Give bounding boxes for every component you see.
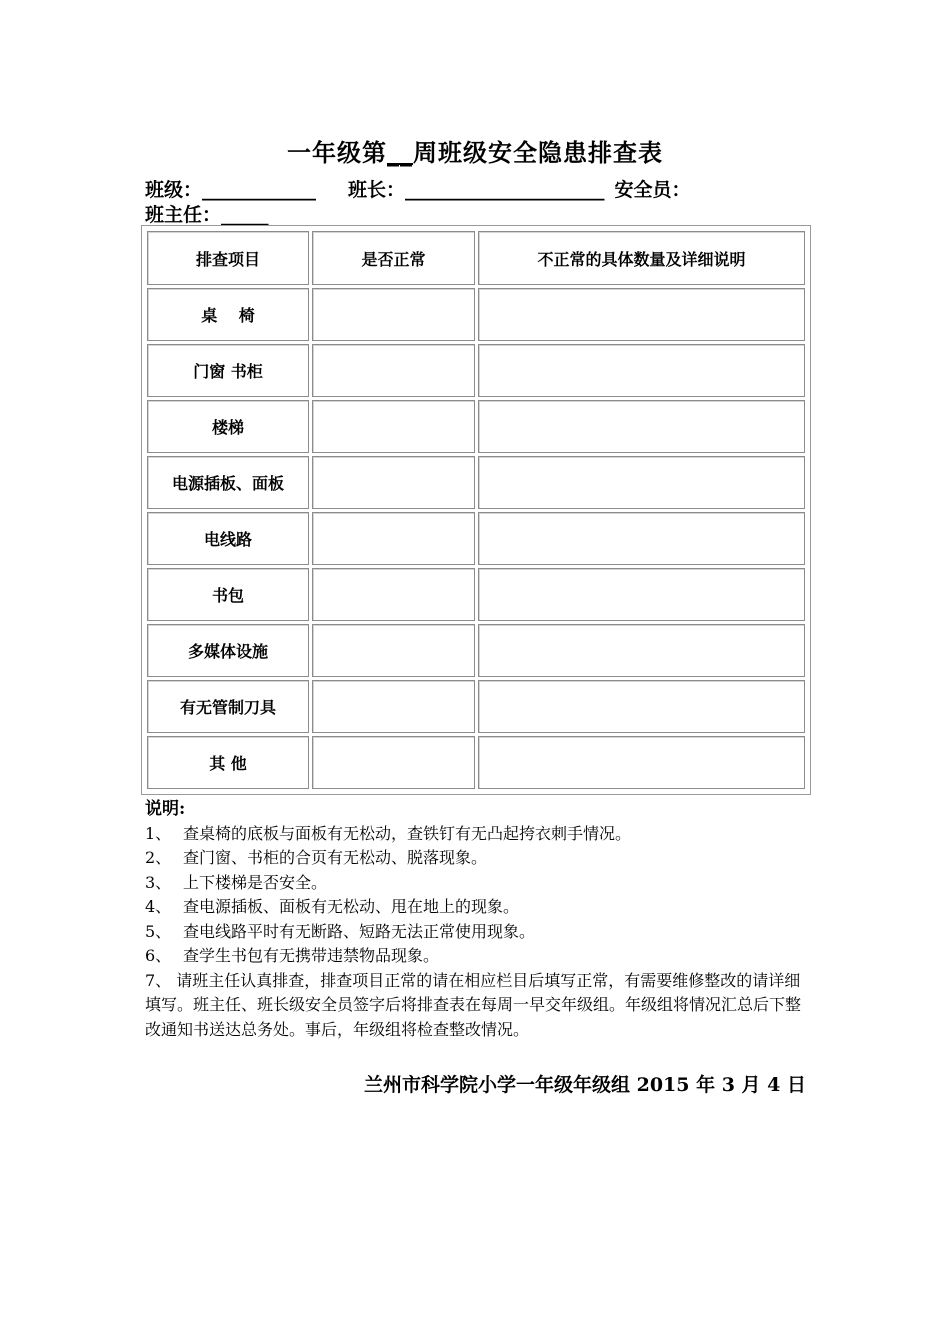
table-row — [147, 680, 805, 733]
row-normal-cell[interactable] — [312, 512, 475, 565]
page-title — [0, 133, 950, 168]
row-detail-cell[interactable] — [478, 400, 805, 453]
note-item — [145, 846, 815, 871]
row-normal-cell[interactable] — [312, 680, 475, 733]
row-normal-cell[interactable] — [312, 344, 475, 397]
note-text: 查电线路平时有无断路、短路无法正常使用现象。 — [183, 921, 536, 941]
header-detail: 不正常的具体数量及详细说明 — [478, 231, 805, 285]
table-row — [147, 568, 805, 621]
row-normal-cell[interactable] — [312, 288, 475, 341]
row-detail-cell[interactable] — [478, 680, 805, 733]
note-text: 上下楼梯是否安全。 — [183, 872, 328, 892]
safety-officer-label: 安全员： — [614, 179, 691, 201]
row-item: 桌 椅 — [147, 288, 309, 341]
row-detail-cell[interactable] — [478, 568, 805, 621]
notes-section — [145, 797, 815, 1042]
monitor-label: 班长： — [348, 179, 406, 201]
table-row — [147, 400, 805, 453]
row-detail-cell[interactable] — [478, 512, 805, 565]
row-normal-cell[interactable] — [312, 456, 475, 509]
table-header-row — [147, 231, 805, 285]
title-prefix: 一年级第 — [287, 138, 387, 167]
row-detail-cell[interactable] — [478, 344, 805, 397]
note-item-7: 7、 请班主任认真排查，排查项目正常的请在相应栏目后填写正常，有需要维修整改的请详细填写。班主任、班长级安全员签字后将排查表在每周一早交年级组。年级组将情况汇总后下整改通知书送达总务处。事后，年级组将检查整改情况。 — [145, 970, 802, 1039]
row-item: 门窗 书柜 — [147, 344, 309, 397]
note-item — [145, 895, 815, 920]
note-item — [145, 944, 815, 969]
row-detail-cell[interactable] — [478, 456, 805, 509]
note-number: 6、 — [145, 946, 172, 965]
table-row — [147, 736, 805, 789]
teacher-blank[interactable]: _____ — [221, 204, 269, 226]
title-suffix: 周班级安全隐患排查表 — [413, 138, 663, 167]
row-normal-cell[interactable] — [312, 400, 475, 453]
row-detail-cell[interactable] — [478, 288, 805, 341]
inspection-table-frame — [141, 225, 811, 795]
row-normal-cell[interactable] — [312, 736, 475, 789]
note-text: 查学生书包有无携带违禁物品现象。 — [183, 946, 440, 965]
header-item: 排查项目 — [147, 231, 309, 285]
note-number: 5、 — [145, 921, 172, 941]
info-row-2 — [145, 200, 810, 227]
row-detail-cell[interactable] — [478, 624, 805, 677]
class-blank[interactable]: ____________ — [202, 179, 317, 201]
note-item — [145, 920, 815, 945]
note-number: 1、 — [145, 823, 172, 843]
header-normal: 是否正常 — [312, 231, 475, 285]
row-item: 其 他 — [147, 736, 309, 789]
row-normal-cell[interactable] — [312, 568, 475, 621]
note-number: 2、 — [145, 848, 172, 867]
row-item: 多媒体设施 — [147, 624, 309, 677]
info-row — [145, 175, 810, 202]
row-item: 电线路 — [147, 512, 309, 565]
table-row — [147, 288, 805, 341]
note-text: 查门窗、书柜的合页有无松动、脱落现象。 — [183, 848, 488, 867]
table-row — [147, 624, 805, 677]
note-item — [145, 822, 815, 847]
note-text: 查桌椅的底板与面板有无松动，查铁钉有无凸起挎衣刺手情况。 — [183, 823, 632, 843]
note-number: 4、 — [145, 897, 172, 916]
table-row — [147, 512, 805, 565]
week-number-blank[interactable]: __ — [387, 138, 413, 167]
row-item: 书包 — [147, 568, 309, 621]
table-row — [147, 456, 805, 509]
inspection-table — [144, 228, 808, 792]
teacher-label: 班主任： — [145, 204, 222, 226]
row-item: 电源插板、面板 — [147, 456, 309, 509]
table-row — [147, 344, 805, 397]
row-normal-cell[interactable] — [312, 624, 475, 677]
class-label: 班级： — [145, 179, 203, 201]
row-detail-cell[interactable] — [478, 736, 805, 789]
note-item — [145, 871, 815, 896]
notes-label: 说明: — [145, 799, 186, 819]
row-item: 有无管制刀具 — [147, 680, 309, 733]
monitor-blank[interactable]: _____________________ — [405, 179, 605, 201]
signature-footer: 兰州市科学院小学一年级年级组 2015 年 3 月 4 日 — [363, 1074, 806, 1096]
row-item: 楼梯 — [147, 400, 309, 453]
note-number: 3、 — [145, 872, 172, 892]
note-text: 查电源插板、面板有无松动、甩在地上的现象。 — [183, 897, 520, 916]
